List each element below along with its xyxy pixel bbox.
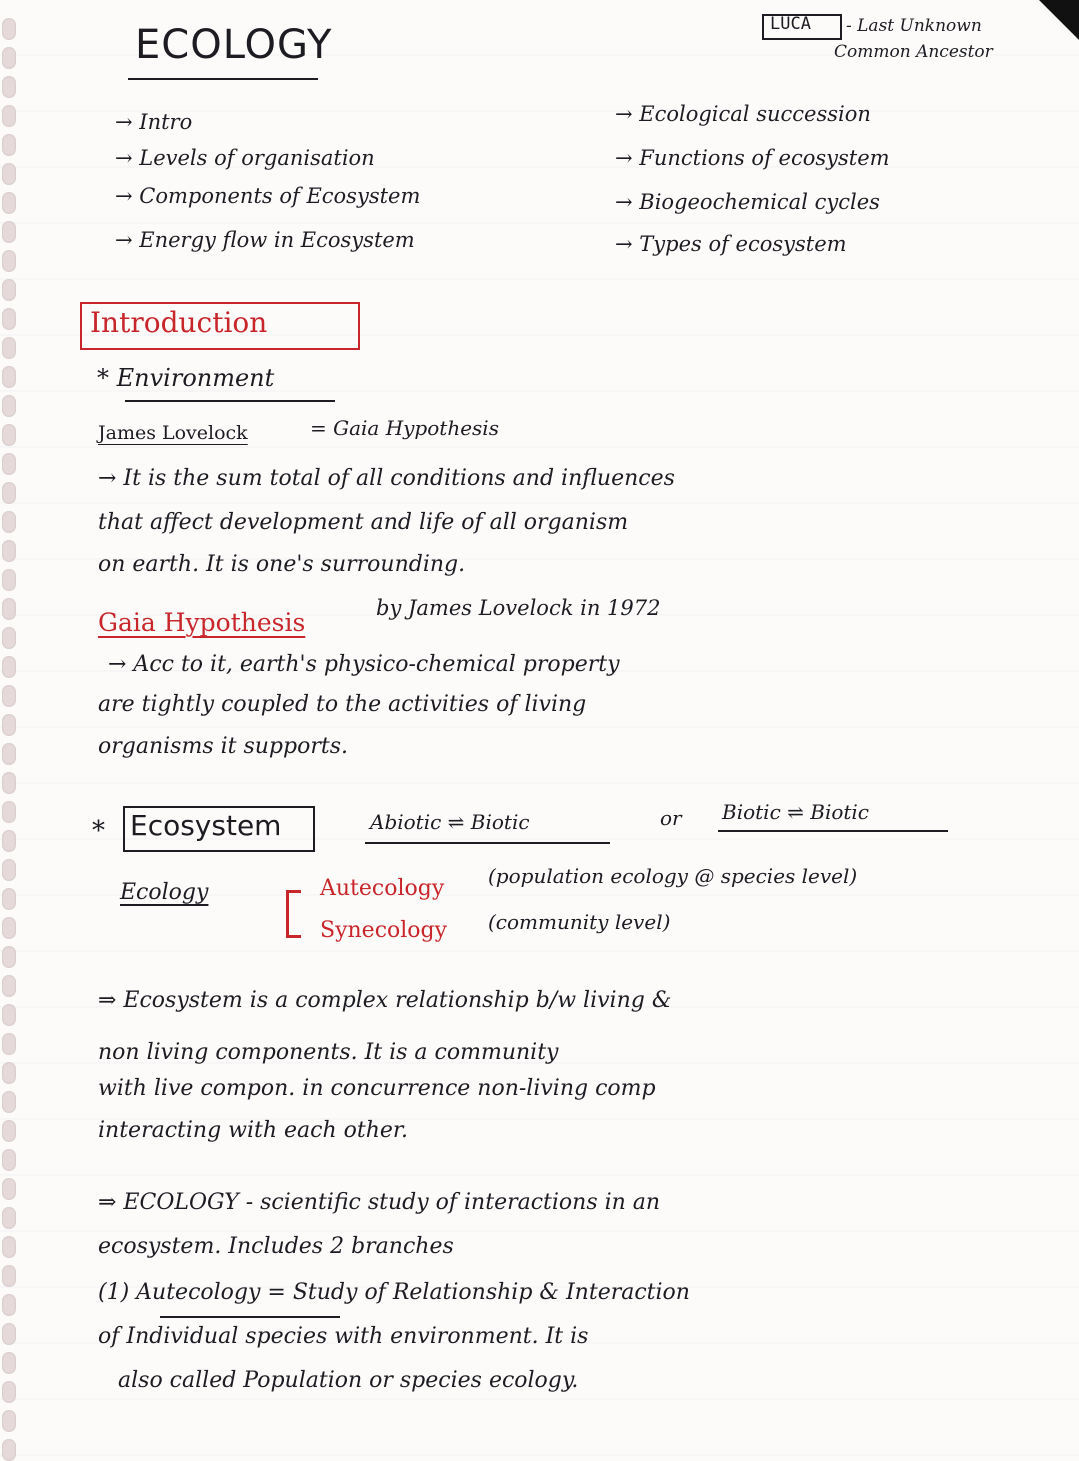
binding-hole (2, 105, 16, 127)
binding-hole (2, 1265, 16, 1287)
lovelock-eq: = Gaia Hypothesis (310, 416, 499, 440)
binding-hole (2, 366, 16, 388)
autecology-label: Autecology (320, 876, 445, 901)
ecosystem-heading: Ecosystem (130, 809, 282, 842)
gaia-line: → Acc to it, earth's physico-chemical property (108, 652, 620, 677)
toc-left-item: → Levels of organisation (115, 146, 375, 170)
page-title: ECOLOGY (135, 22, 333, 68)
binding-hole (2, 1352, 16, 1374)
binding-hole (2, 917, 16, 939)
binding-hole (2, 1381, 16, 1403)
title-underline (128, 78, 318, 80)
spiral-binding (0, 0, 22, 1461)
or-text: or (660, 806, 682, 830)
env-line: on earth. It is one's surrounding. (98, 552, 466, 577)
env-line: that affect development and life of all organism (98, 510, 629, 535)
gaia-heading: Gaia Hypothesis (98, 608, 306, 637)
toc-right-item: → Ecological succession (615, 102, 871, 126)
lovelock-name: James Lovelock (98, 422, 248, 444)
autecology-def-line: (1) Autecology = Study of Relationship & Interaction (98, 1280, 690, 1305)
binding-hole (2, 47, 16, 69)
ecosystem-def-line: ⇒ Ecosystem is a complex relationship b/w living & (98, 988, 672, 1013)
binding-hole (2, 946, 16, 968)
ecosystem-def-line: interacting with each other. (98, 1118, 408, 1143)
gaia-by: by James Lovelock in 1972 (376, 596, 661, 620)
toc-right-item: → Functions of ecosystem (615, 146, 890, 170)
ecology-bracket (286, 890, 301, 938)
binding-hole (2, 337, 16, 359)
environment-heading: * Environment (97, 364, 275, 392)
toc-right-item: → Types of ecosystem (615, 232, 847, 256)
binding-hole (2, 743, 16, 765)
binding-hole (2, 192, 16, 214)
ecosystem-def-line: with live compon. in concurrence non-living comp (98, 1076, 656, 1101)
biotic-underline (718, 830, 948, 832)
ecosystem-def-line: non living components. It is a community (98, 1040, 559, 1065)
binding-hole (2, 685, 16, 707)
binding-hole (2, 598, 16, 620)
binding-hole (2, 714, 16, 736)
binding-hole (2, 1294, 16, 1316)
binding-hole (2, 18, 16, 40)
synecology-desc: (community level) (488, 910, 671, 934)
toc-right-item: → Biogeochemical cycles (615, 190, 880, 214)
ecology-label: Ecology (120, 880, 209, 905)
environment-underline (125, 400, 335, 402)
binding-hole (2, 1033, 16, 1055)
binding-hole (2, 656, 16, 678)
autecology-def-line: also called Population or species ecology. (118, 1368, 579, 1393)
luca-tag: LUCA (770, 14, 811, 34)
binding-hole (2, 279, 16, 301)
abiotic-biotic: Abiotic ⇌ Biotic (370, 810, 530, 834)
binding-hole (2, 1323, 16, 1345)
binding-hole (2, 221, 16, 243)
introduction-heading: Introduction (90, 306, 268, 339)
toc-left-item: → Intro (115, 110, 193, 134)
binding-hole (2, 308, 16, 330)
binding-hole (2, 1410, 16, 1432)
binding-hole (2, 76, 16, 98)
binding-hole (2, 511, 16, 533)
env-line: → It is the sum total of all conditions and influences (98, 466, 675, 491)
binding-hole (2, 569, 16, 591)
binding-hole (2, 453, 16, 475)
biotic-biotic: Biotic ⇌ Biotic (722, 800, 870, 824)
binding-hole (2, 1091, 16, 1113)
binding-hole (2, 395, 16, 417)
binding-hole (2, 1439, 16, 1461)
binding-hole (2, 888, 16, 910)
luca-line2: Common Ancestor (834, 42, 993, 62)
autecology-desc: (population ecology @ species level) (488, 864, 858, 888)
synecology-label: Synecology (320, 918, 448, 943)
binding-hole (2, 1149, 16, 1171)
ecosystem-star: * (92, 816, 105, 846)
ecology-def-line: ⇒ ECOLOGY - scientific study of interactions in an (98, 1190, 661, 1215)
luca-line1: - Last Unknown (846, 16, 982, 36)
binding-hole (2, 1004, 16, 1026)
page-corner (1039, 0, 1079, 40)
binding-hole (2, 1120, 16, 1142)
binding-hole (2, 830, 16, 852)
binding-hole (2, 134, 16, 156)
binding-hole (2, 627, 16, 649)
ecology-def-line: ecosystem. Includes 2 branches (98, 1234, 454, 1259)
binding-hole (2, 801, 16, 823)
toc-left-item: → Components of Ecosystem (115, 184, 421, 208)
binding-hole (2, 1207, 16, 1229)
gaia-line: organisms it supports. (98, 734, 348, 759)
gaia-line: are tightly coupled to the activities of living (98, 692, 587, 717)
toc-left-item: → Energy flow in Ecosystem (115, 228, 415, 252)
autecology-underline (160, 1316, 340, 1318)
binding-hole (2, 772, 16, 794)
binding-hole (2, 250, 16, 272)
binding-hole (2, 975, 16, 997)
binding-hole (2, 482, 16, 504)
binding-hole (2, 859, 16, 881)
binding-hole (2, 540, 16, 562)
binding-hole (2, 163, 16, 185)
binding-hole (2, 1236, 16, 1258)
autecology-def-line: of Individual species with environment. It is (98, 1324, 589, 1349)
binding-hole (2, 424, 16, 446)
abiotic-underline (365, 842, 610, 844)
binding-hole (2, 1178, 16, 1200)
binding-hole (2, 1062, 16, 1084)
